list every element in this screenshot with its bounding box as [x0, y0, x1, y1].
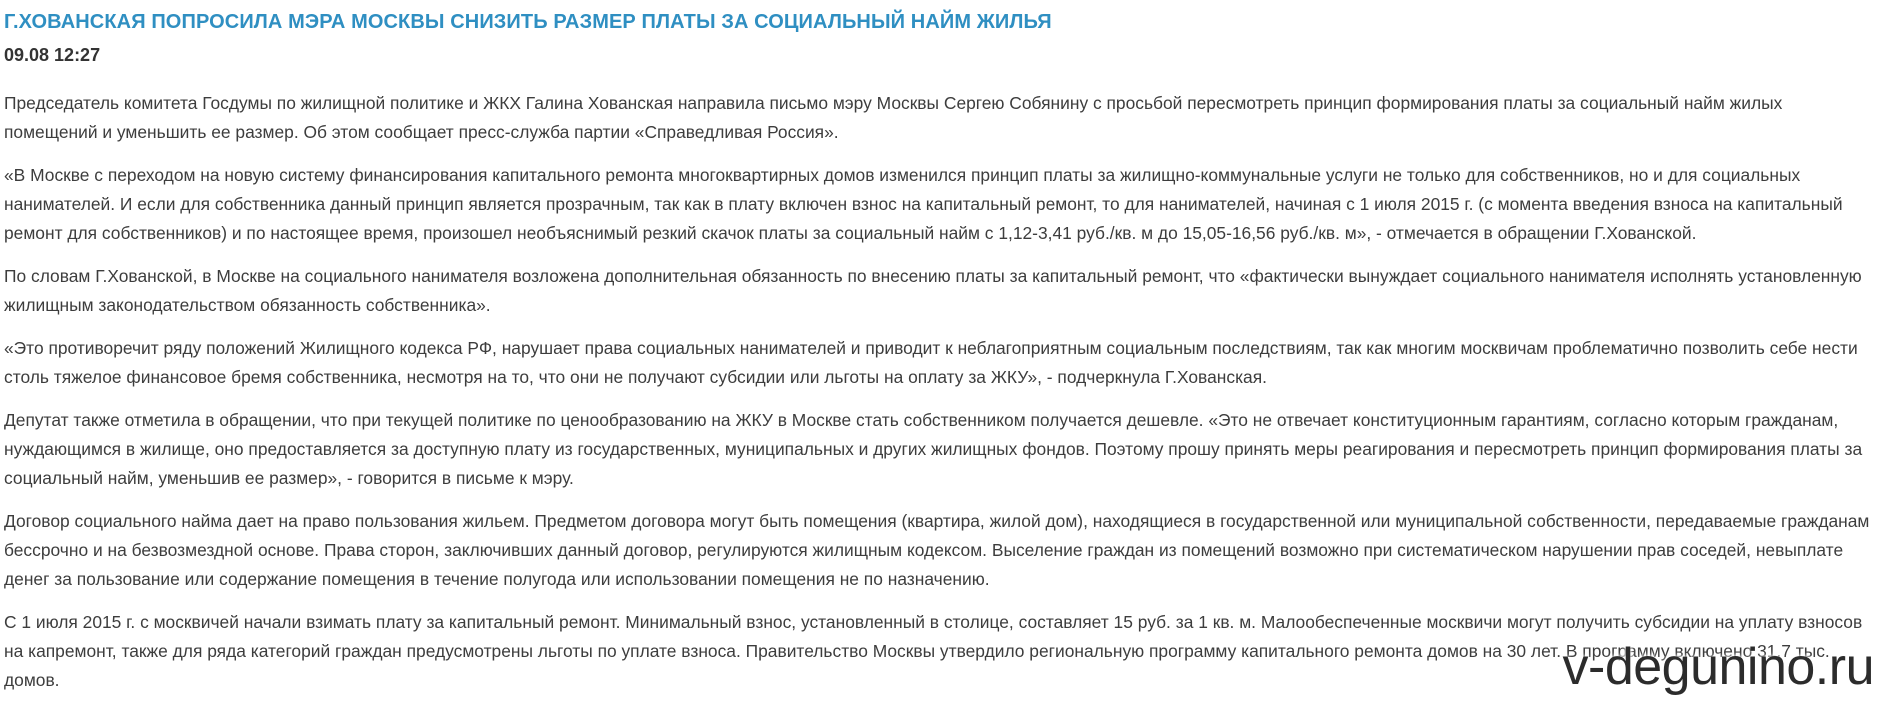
article-paragraph: С 1 июля 2015 г. с москвичей начали взимать плату за капитальный ремонт. Минимальный взнос, установленный в столице, составляет 15 руб. за 1 кв. м. Малообеспеченные москвичи могут получить субсидии на уплату взносов на капремонт, также для ряда категорий граждан предусмотрены льготы по уплате взноса. Правительство Москвы утвердило региональную программу капитального ремонта домов на 30 лет. В программу включено 31,7 тыс. домов. [4, 612, 1863, 690]
news-article [4, 8, 1876, 695]
article-paragraph: Договор социального найма дает на право пользования жильем. Предметом договора могут быть помещения (квартира, жилой дом), находящиеся в государственной или муниципальной собственности, передаваемые гражданам бессрочно и на безвозмездной основе. Права сторон, заключивших данный договор, регулируются жилищным кодексом. Выселение граждан из помещений возможно при систематическом нарушении прав соседей, невыплате денег за пользование или содержание помещения в течение полугода или использовании помещения не по назначению. [4, 511, 1870, 589]
article-paragraph: «В Москве с переходом на новую систему финансирования капитального ремонта многоквартирных домов изменился принцип платы за жилищно-коммунальные услуги не только для собственников, но и для социальных нанимателей. И если для собственника данный принцип является прозрачным, так как в плату включен взнос на капитальный ремонт, то для нанимателей, начиная с 1 июля 2015 г. (с момента введения взноса на капитальный ремонт для собственников) и по настоящее время, произошел необъяснимый резкий скачок платы за социальный найм с 1,12-3,41 руб./кв. м до 15,05-16,56 руб./кв. м», - отмечается в обращении Г.Хованской. [4, 165, 1843, 243]
article-paragraph: По словам Г.Хованской, в Москве на социального нанимателя возложена дополнительная обязанность по внесению платы за капитальный ремонт, что «фактически вынуждает социального нанимателя исполнять установленную жилищным законодательством обязанность собственника». [4, 266, 1862, 315]
site-watermark: v-degunino.ru [1562, 638, 1874, 696]
article-paragraph: Депутат также отметила в обращении, что при текущей политике по ценообразованию на ЖКУ в Москве стать собственником получается дешевле. «Это не отвечает конституционным гарантиям, согласно которым гражданам, нуждающимся в жилище, оно предоставляется за доступную плату из государственных, муниципальных и других жилищных фондов. Поэтому прошу принять меры реагирования и пересмотреть принцип формирования платы за социальный найм, уменьшив ее размер», - говорится в письме к мэру. [4, 410, 1863, 488]
article-date: 09.08 12:27 [4, 45, 101, 65]
article-title: Г.ХОВАНСКАЯ ПОПРОСИЛА МЭРА МОСКВЫ СНИЗИТЬ РАЗМЕР ПЛАТЫ ЗА СОЦИАЛЬНЫЙ НАЙМ ЖИЛЬЯ [4, 11, 1052, 33]
article-paragraph: Председатель комитета Госдумы по жилищной политике и ЖКХ Галина Хованская направила письмо мэру Москвы Сергею Собянину с просьбой пересмотреть принцип формирования платы за социальный найм жилых помещений и уменьшить ее размер. Об этом сообщает пресс-служба партии «Справедливая Россия». [4, 93, 1783, 142]
article-paragraph: «Это противоречит ряду положений Жилищного кодекса РФ, нарушает права социальных нанимателей и приводит к неблагоприятным социальным последствиям, так как многим москвичам проблематично позволить себе нести столь тяжелое финансовое бремя собственника, несмотря на то, что они не получают субсидии или льготы на оплату за ЖКУ», - подчеркнула Г.Хованская. [4, 338, 1858, 387]
